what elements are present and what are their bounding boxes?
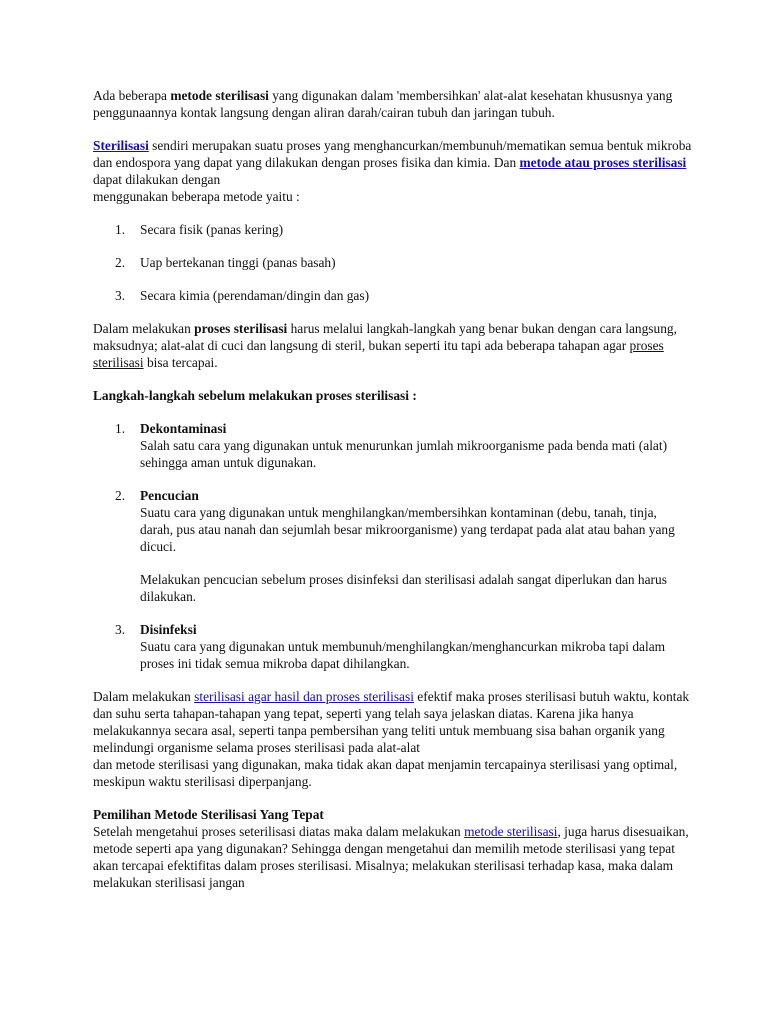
list-item	[93, 487, 693, 605]
list-item	[93, 420, 693, 471]
selection-paragraph	[93, 806, 693, 891]
list-item	[93, 621, 693, 672]
step-title: Dekontaminasi	[140, 421, 227, 436]
step-title: Pencucian	[140, 488, 199, 503]
methods-list	[93, 221, 693, 304]
sterilisasi-hasil-link[interactable]: sterilisasi agar hasil dan proses sterilisasi	[194, 689, 414, 704]
step-body: Salah satu cara yang digunakan untuk menurunkan jumlah mikroorganisme pada benda mati (alat) sehingga aman untuk digunakan.	[140, 438, 668, 470]
list-number: 3.	[115, 622, 126, 637]
list-number: 3.	[115, 288, 126, 303]
definition-text-b: dapat dilakukan dengan	[93, 172, 221, 187]
process-text-c: harus melalui langkah-langkah yang benar bukan dengan cara langsung, maksudnya; alat-alat di cuci dan langsung di steril, bukan seperti itu tapi ada beberapa tahapan agar	[93, 321, 677, 353]
intro-text-a: Ada beberapa	[93, 88, 171, 103]
list-item-text: Secara fisik (panas kering)	[140, 222, 284, 237]
step-title: Disinfeksi	[140, 622, 197, 637]
list-item-text: Uap bertekanan tinggi (panas basah)	[140, 255, 336, 270]
step-body: Suatu cara yang digunakan untuk menghilangkan/membersihkan kontaminan (debu, tanah, tinja, darah, pus atau nanah dan sejumlah besar mikroorganisme) yang terdapat pada alat atau bahan yang dicuci.	[140, 505, 675, 554]
selection-heading: Pemilihan Metode Sterilisasi Yang Tepat	[93, 807, 324, 822]
list-item	[93, 221, 693, 238]
process-bold-term: proses sterilisasi	[194, 321, 288, 336]
document-body	[93, 87, 693, 891]
intro-text-c: yang digunakan dalam 'membersihkan' alat-alat kesehatan khususnya yang penggunaannya kontak langsung dengan aliran darah/cairan tubuh dan jaringan tubuh.	[93, 88, 673, 120]
list-number: 2.	[115, 488, 126, 503]
selection-text-a: Setelah mengetahui proses seterilisasi diatas maka dalam melakukan	[93, 824, 465, 839]
process-paragraph	[93, 320, 693, 371]
process-text-e: bisa tercapai.	[143, 355, 218, 370]
step-extra: Melakukan pencucian sebelum proses disinfeksi dan sterilisasi adalah sangat diperlukan dan harus dilakukan.	[140, 572, 667, 604]
steps-list	[93, 420, 693, 672]
effectiveness-text-a: Dalam melakukan	[93, 689, 195, 704]
intro-paragraph	[93, 87, 693, 121]
definition-paragraph	[93, 137, 693, 205]
metode-sterilisasi-link[interactable]: metode sterilisasi	[464, 824, 558, 839]
intro-bold-term: metode sterilisasi	[170, 88, 269, 103]
list-number: 1.	[115, 222, 126, 237]
list-item-text: Secara kimia (perendaman/dingin dan gas)	[140, 288, 370, 303]
selection-text-b: , juga harus disesuaikan, metode seperti apa yang digunakan? Sehingga dengan mengetahui dan memilih metode sterilisasi yang tepat akan tercapai efektifitas dalam proses sterilisasi. Misalnya; melakukan sterilisasi terhadap kasa, maka dalam melakukan sterilisasi jangan	[93, 824, 689, 890]
effectiveness-text-c: dan metode sterilisasi yang digunakan, maka tidak akan dapat menjamin tercapainya sterilisasi yang optimal, meskipun waktu sterilisasi diperpanjang.	[93, 757, 678, 789]
definition-line2: menggunakan beberapa metode yaitu :	[93, 189, 300, 204]
list-item	[93, 254, 693, 271]
process-text-a: Dalam melakukan	[93, 321, 195, 336]
definition-text-a: sendiri merupakan suatu proses yang menghancurkan/membunuh/mematikan semua bentuk mikroba dan endospora yang dapat yang dilakukan dengan proses fisika dan kimia. Dan	[93, 138, 692, 170]
list-item	[93, 287, 693, 304]
effectiveness-text-b: efektif maka proses sterilisasi butuh waktu, kontak dan suhu serta tahapan-tahapan yang tepat, seperti yang telah saya jelaskan diatas. Karena jika hanya melakukannya secara asal, seperti tanpa pembersihan yang teliti untuk membuang sisa bahan organik yang melindungi organisme selama proses sterilisasi pada alat-alat	[93, 689, 690, 755]
step-body: Suatu cara yang digunakan untuk membunuh/menghilangkan/menghancurkan mikroba tapi dalam proses ini tidak semua mikroba dapat dihilangkan.	[140, 639, 666, 671]
process-underlined-term: proses sterilisasi	[93, 338, 664, 370]
sterilisasi-link[interactable]: Sterilisasi	[93, 138, 149, 153]
effectiveness-paragraph	[93, 688, 693, 790]
list-number: 2.	[115, 255, 126, 270]
list-number: 1.	[115, 421, 126, 436]
metode-proses-link[interactable]: metode atau proses sterilisasi	[519, 155, 687, 170]
steps-heading: Langkah-langkah sebelum melakukan proses sterilisasi :	[93, 388, 417, 403]
